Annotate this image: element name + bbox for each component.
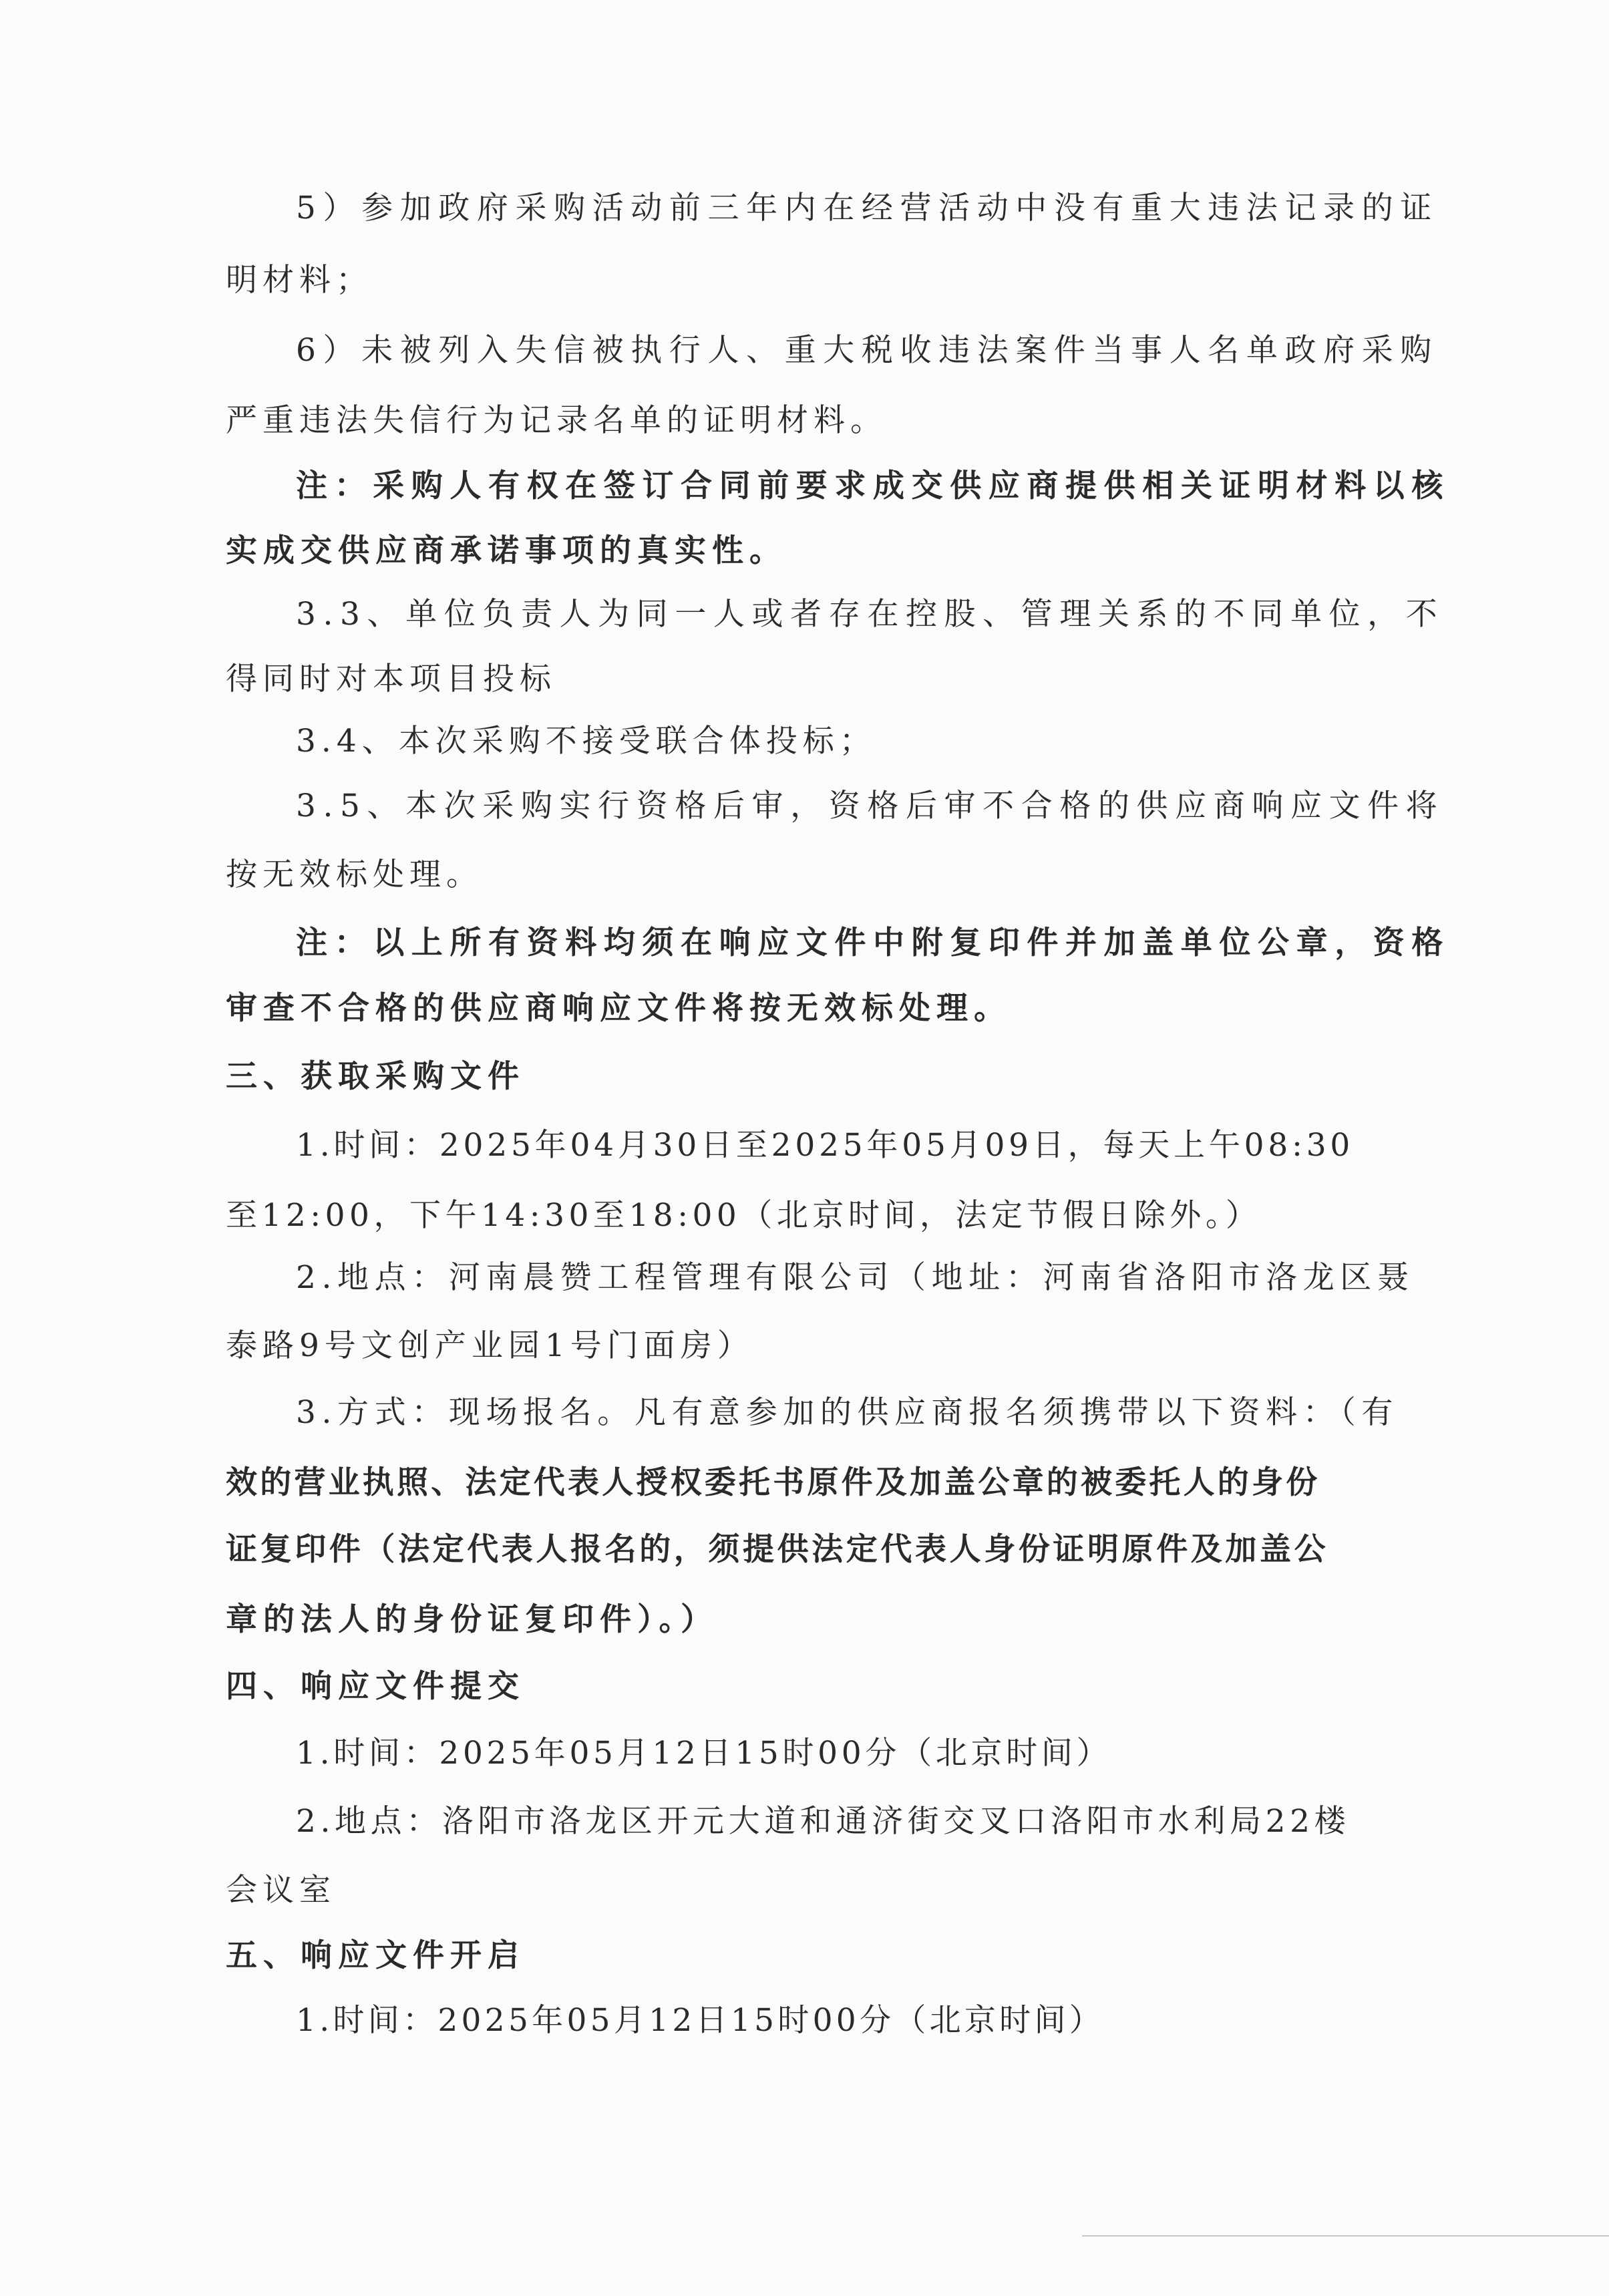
item6-line2: 严重违法失信行为记录名单的证明材料。 xyxy=(226,402,887,439)
item5-line1: 5）参加政府采购活动前三年内在经营活动中没有重大违法记录的证 xyxy=(296,190,1439,226)
item3-5-line2: 按无效标处理。 xyxy=(226,856,483,893)
s3-method-line3: 证复印件（法定代表人报名的，须提供法定代表人身份证明原件及加盖公 xyxy=(226,1531,1329,1568)
s4-place-line1: 2.地点：洛阳市洛龙区开元大道和通济街交叉口洛阳市水利局22楼 xyxy=(296,1803,1351,1840)
s5-time-line1: 1.时间：2025年05月12日15时00分（北京时间） xyxy=(296,2002,1105,2039)
item3-4-line1: 3.4、本次采购不接受联合体投标； xyxy=(296,723,876,760)
s4-time-line1: 1.时间：2025年05月12日15时00分（北京时间） xyxy=(296,1735,1112,1772)
item5-line2: 明材料； xyxy=(226,262,373,299)
section4-heading: 四、响应文件提交 xyxy=(226,1668,525,1705)
s3-place-line1: 2.地点：河南晨赞工程管理有限公司（地址：河南省洛阳市洛龙区聂 xyxy=(296,1259,1415,1296)
item3-3-line2: 得同时对本项目投标 xyxy=(226,661,556,697)
note2-line2: 审查不合格的供应商响应文件将按无效标处理。 xyxy=(226,990,1011,1027)
s3-place-line2: 泰路9号文创产业园1号门面房） xyxy=(226,1327,754,1364)
s3-time-line1: 1.时间：2025年04月30日至2025年05月09日，每天上午08:30 xyxy=(296,1127,1355,1164)
item3-5-line1: 3.5、本次采购实行资格后审，资格后审不合格的供应商响应文件将 xyxy=(296,788,1445,824)
s3-method-line4: 章的法人的身份证复印件）。） xyxy=(226,1601,718,1638)
section5-heading: 五、响应文件开启 xyxy=(226,1937,525,1974)
s3-method-line1: 3.方式：现场报名。凡有意参加的供应商报名须携带以下资料：（有 xyxy=(296,1394,1399,1431)
note1-line1: 注：采购人有权在签订合同前要求成交供应商提供相关证明材料以核 xyxy=(296,468,1450,504)
note2-line1: 注：以上所有资料均须在响应文件中附复印件并加盖单位公章，资格 xyxy=(296,925,1450,961)
item3-3-line1: 3.3、单位负责人为同一人或者存在控股、管理关系的不同单位，不 xyxy=(296,596,1445,633)
item6-line1: 6）未被列入失信被执行人、重大税收违法案件当事人名单政府采购 xyxy=(296,332,1439,369)
section3-heading: 三、获取采购文件 xyxy=(226,1058,525,1095)
note1-line2: 实成交供应商承诺事项的真实性。 xyxy=(226,532,787,569)
s3-method-line2: 效的营业执照、法定代表人授权委托书原件及加盖公章的被委托人的身份 xyxy=(226,1464,1320,1501)
s3-time-line2: 至12:00，下午14:30至18:00（北京时间，法定节假日除外。） xyxy=(226,1197,1262,1234)
scan-edge-line xyxy=(1082,2235,1609,2237)
s4-place-line2: 会议室 xyxy=(226,1872,336,1909)
